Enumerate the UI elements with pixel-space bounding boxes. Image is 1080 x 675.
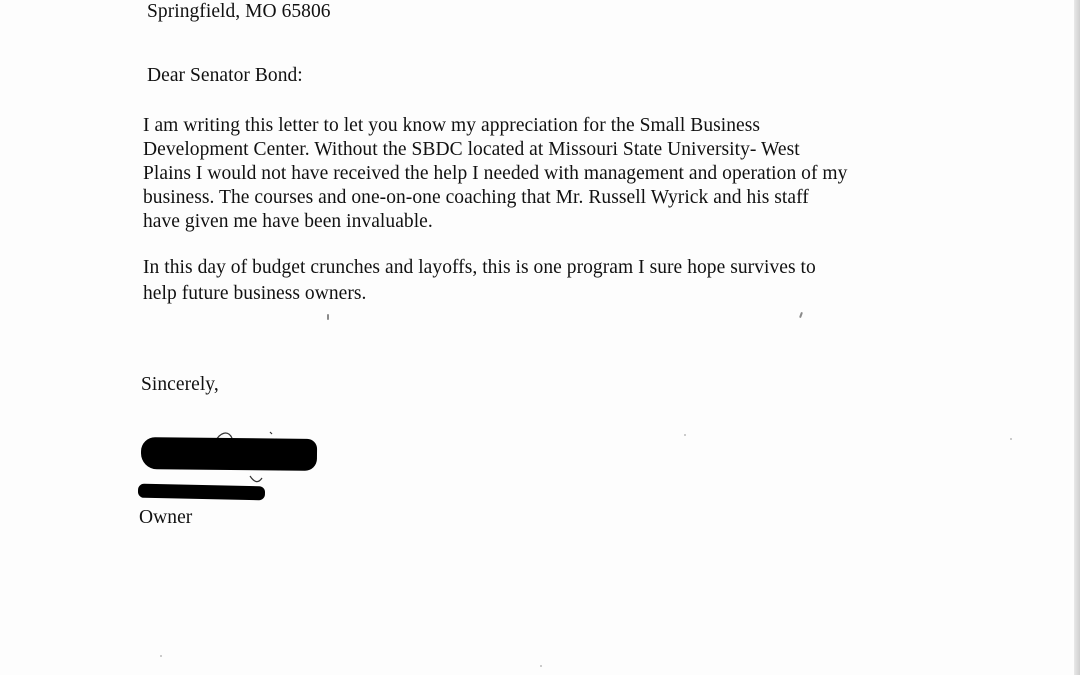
paragraph-line: business. The courses and one-on-one coaching that Mr. Russell Wyrick and his staff xyxy=(143,187,809,208)
paper-speck xyxy=(160,655,162,657)
paragraph-line: Plains I would not have received the help I needed with management and operation of my xyxy=(143,163,848,184)
closing: Sincerely, xyxy=(141,374,219,395)
signer-title: Owner xyxy=(139,507,193,528)
paragraph-line: In this day of budget crunches and layoffs, this is one program I sure hope survives to xyxy=(143,257,816,278)
paper-edge xyxy=(1074,0,1080,675)
paper-speck xyxy=(799,312,803,318)
paragraph-line: help future business owners. xyxy=(143,283,367,304)
paragraph-line: I am writing this letter to let you know my appreciation for the Small Business xyxy=(143,115,761,136)
salutation: Dear Senator Bond: xyxy=(147,65,303,86)
redacted-signature-name xyxy=(141,437,317,471)
paragraph-line: have given me have been invaluable. xyxy=(143,211,433,232)
paper-speck xyxy=(684,434,686,436)
paragraph-line: Development Center. Without the SBDC located at Missouri State University- West xyxy=(143,139,800,160)
paper-speck xyxy=(1010,438,1012,440)
redacted-printed-name xyxy=(138,484,265,501)
address-line: Springfield, MO 65806 xyxy=(147,1,331,22)
paper-speck xyxy=(327,314,329,320)
paper-speck xyxy=(540,665,542,667)
